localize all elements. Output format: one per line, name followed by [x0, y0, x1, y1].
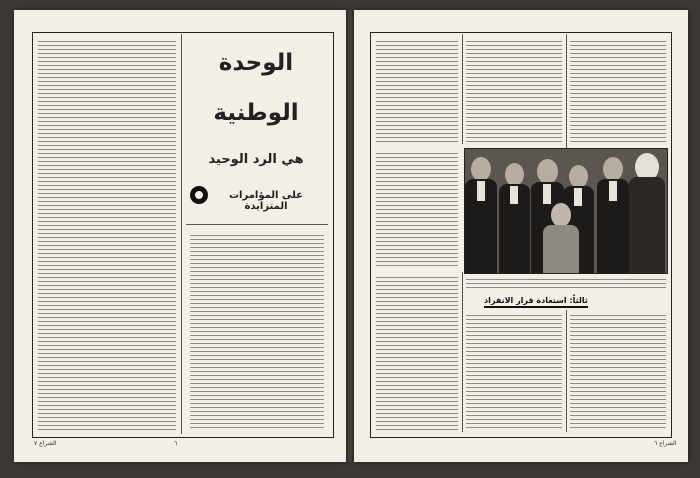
section-subheading: ثالثاً: استعادة قرار الانفراد	[484, 296, 588, 308]
left-folio: الشراع ٧	[34, 440, 57, 447]
headline-line1: الوحدة	[218, 50, 294, 76]
photo-caption-text	[466, 276, 666, 290]
column-rule	[462, 34, 463, 144]
headline-line3: هي الرد الوحيد	[208, 152, 304, 167]
page-number: ٦	[174, 440, 178, 447]
right-top-col-3	[570, 38, 666, 144]
right-bottom-col-2	[466, 312, 562, 430]
right-folio: الشراع ٦	[654, 440, 677, 447]
left-page	[14, 10, 346, 462]
right-page	[354, 10, 688, 462]
left-text-column-2	[190, 232, 324, 430]
column-rule	[181, 34, 182, 434]
headline-rule	[186, 224, 328, 225]
headline-line2: الوطنية	[213, 100, 299, 126]
book-spine	[346, 10, 354, 462]
right-bottom-col-3	[570, 312, 666, 430]
right-mid-col-1	[376, 150, 458, 268]
magazine-emblem-icon	[190, 186, 208, 204]
right-top-col-2	[466, 38, 562, 144]
headline-line4: على المؤامرات المتزايدة	[229, 190, 303, 212]
group-photo	[464, 148, 668, 274]
right-bottom-col-1	[376, 274, 458, 430]
left-text-column	[38, 38, 176, 430]
column-rule	[566, 310, 567, 432]
right-top-col-1	[376, 38, 458, 144]
column-rule	[462, 272, 463, 432]
